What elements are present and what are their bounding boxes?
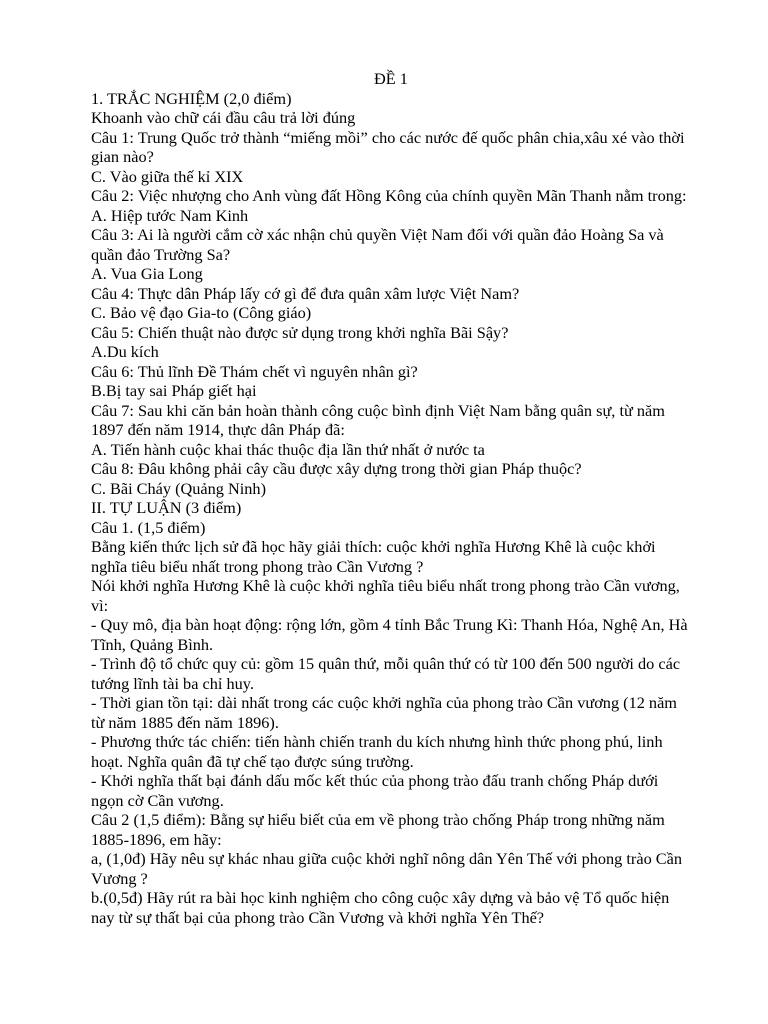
essay-q1-point: - Thời gian tồn tại: dài nhất trong các cuộc khởi nghĩa của phong trào Cần vương (12 năm từ năm 1885 đến năm 1896).: [91, 693, 677, 732]
question-8: Câu 8: Đâu không phải cây cầu được xây dựng trong thời gian Pháp thuộc?: [91, 459, 582, 478]
part1-instruction: Khoanh vào chữ cái đầu câu trả lời đúng: [91, 108, 356, 127]
essay-q1-point: - Khởi nghĩa thất bại đánh dấu mốc kết thúc của phong trào đấu tranh chống Pháp dưới ngọn cờ Cần vương.: [91, 771, 659, 810]
part2-heading: II. TỰ LUẬN (3 điểm): [91, 498, 242, 517]
essay-q2-part-b: b.(0,5đ) Hãy rút ra bài học kinh nghiệm cho công cuộc xây dựng và bảo vệ Tổ quốc hiện nay từ sự thất bại của phong trào Cần Vương và khởi nghĩa Yên Thế?: [91, 888, 670, 927]
question-3: Câu 3: Ai là người cắm cờ xác nhận chủ quyền Việt Nam đối với quần đảo Hoàng Sa và quần đảo Trường Sa?: [91, 225, 664, 264]
answer-8: C. Bãi Cháy (Quảng Ninh): [91, 478, 266, 498]
answer-4: C. Bảo vệ đạo Gia-to (Công giáo): [91, 303, 312, 322]
essay-q1-intro: Nói khởi nghĩa Hương Khê là cuộc khởi nghĩa tiêu biểu nhất trong phong trào Cần vương, vì:: [91, 576, 680, 615]
question-4: Câu 4: Thực dân Pháp lấy cớ gì để đưa quân xâm lược Việt Nam?: [91, 283, 520, 303]
essay-q1-heading: Câu 1. (1,5 điểm): [91, 517, 206, 537]
essay-q1-point: - Trình độ tổ chức quy củ: gồm 15 quân thứ, mỗi quân thứ có từ 100 đến 500 người do các tướng lĩnh tài ba chỉ huy.: [91, 654, 681, 693]
part1-heading: 1. TRẮC NGHIỆM (2,0 điểm): [91, 88, 292, 108]
question-1: Câu 1: Trung Quốc trở thành “miếng mồi” cho các nước đế quốc phân chia,xâu xé vào thời gian nào?: [91, 127, 685, 166]
essay-q2-part-a: a, (1,0đ) Hãy nêu sự khác nhau giữa cuộc khởi nghĩ nông dân Yên Thế với phong trào Cần Vương ?: [91, 849, 683, 888]
answer-5: A.Du kích: [91, 342, 159, 361]
question-2: Câu 2: Việc nhượng cho Anh vùng đất Hồng Kông của chính quyền Mãn Thanh nằm trong:: [91, 186, 687, 205]
answer-2: A. Hiệp tước Nam Kinh: [91, 205, 249, 225]
document-page: [91, 69, 691, 927]
question-7: Câu 7: Sau khi căn bản hoàn thành công cuộc bình định Việt Nam bằng quân sự, từ năm 1897 đến năm 1914, thực dân Pháp đã:: [91, 400, 665, 439]
essay-q1-point: - Quy mô, địa bàn hoạt động: rộng lớn, gồm 4 tỉnh Bắc Trung Kì: Thanh Hóa, Nghệ An, Hà Tĩnh, Quảng Bình.: [91, 615, 688, 654]
essay-q1-prompt: Bằng kiến thức lịch sử đã học hãy giải thích: cuộc khởi nghĩa Hương Khê là cuộc khởi nghĩa tiêu biểu nhất trong phong trào Cần Vương ?: [91, 537, 656, 576]
answer-1: C. Vào giữa thế kỉ XIX: [91, 166, 244, 186]
answer-7: A. Tiến hành cuộc khai thác thuộc địa lần thứ nhất ở nước ta: [91, 439, 485, 459]
essay-q1-point: - Phương thức tác chiến: tiến hành chiến tranh du kích nhưng hình thức phong phú, linh hoạt. Nghĩa quân đã tự chế tạo được súng trường.: [91, 732, 663, 771]
answer-6: B.Bị tay sai Pháp giết hại: [91, 381, 257, 400]
question-6: Câu 6: Thủ lĩnh Đề Thám chết vì nguyên nhân gì?: [91, 361, 418, 381]
answer-3: A. Vua Gia Long: [91, 264, 203, 283]
essay-q2-heading: Câu 2 (1,5 điểm): Bằng sự hiểu biết của em về phong trào chống Pháp trong những năm 1885-1896, em hãy:: [91, 810, 665, 849]
question-5: Câu 5: Chiến thuật nào được sử dụng trong khởi nghĩa Bãi Sậy?: [91, 322, 509, 342]
exam-title: ĐỀ 1: [374, 69, 408, 88]
